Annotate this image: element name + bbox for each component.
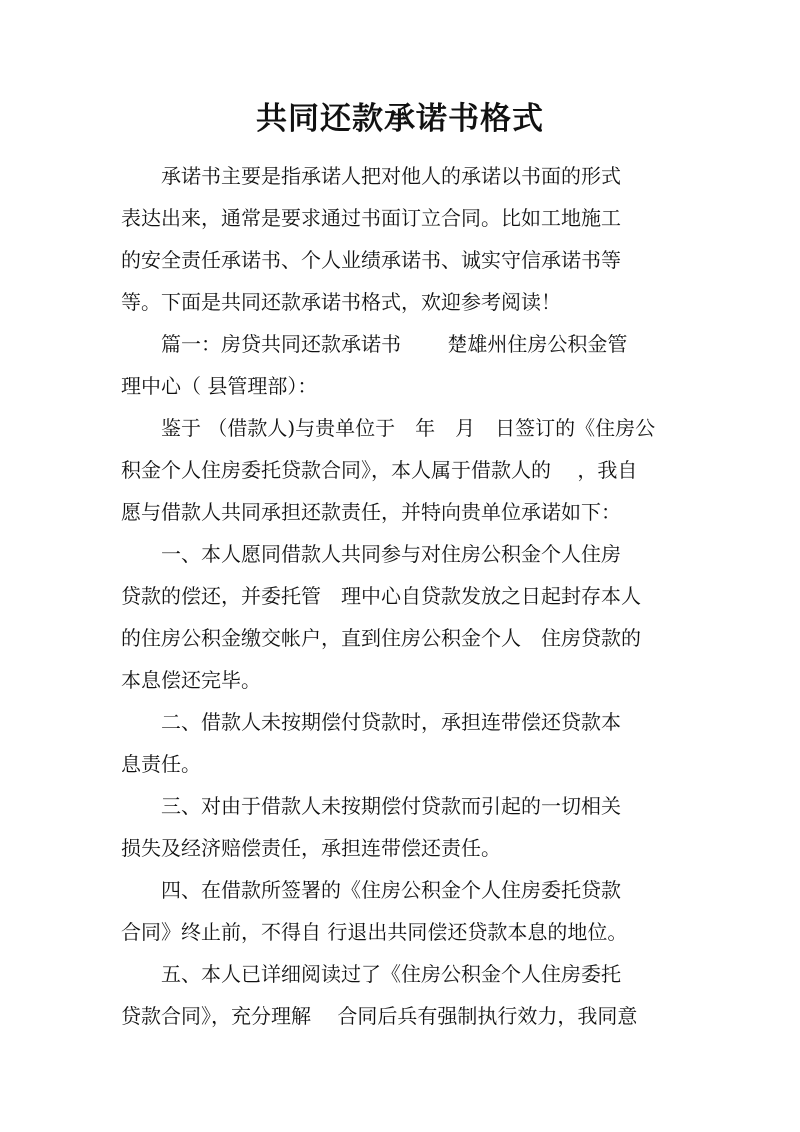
paragraph-line: 的安全责任承诺书、个人业绩承诺书、诚实守信承诺书等 [121,248,621,272]
paragraph-line: 积金个人住房委托贷款合同》，本人属于借款人的 ，我自 [121,458,638,482]
paragraph-line: 合同》终止前，不得自 行退出共同偿还贷款本息的地位。 [121,920,628,944]
paragraph-line: 息责任。 [121,752,201,776]
paragraph-line: 愿与借款人共同承担还款责任，并特向贵单位承诺如下： [121,500,621,524]
paragraph-line: 一、本人愿同借款人共同参与对住房公积金个人住房 [121,542,621,566]
paragraph-line: 三、对由于借款人未按期偿付贷款而引起的一切相关 [121,794,621,818]
paragraph-line: 贷款的偿还，并委托管 理中心自贷款发放之日起封存本人 [121,584,641,608]
document-body [121,155,681,1037]
paragraph-line: 损失及经济赔偿责任，承担连带偿还责任。 [121,836,501,860]
paragraph-line: 本息偿还完毕。 [121,668,261,692]
paragraph-line: 承诺书主要是指承诺人把对他人的承诺以书面的形式 [121,164,621,188]
paragraph-line: 四、在借款所签署的《住房公积金个人住房委托贷款 [121,878,621,902]
paragraph-line: 理中心（ 县管理部）： [121,374,318,398]
paragraph-line: 五、本人已详细阅读过了《住房公积金个人住房委托 [121,962,621,986]
paragraph-line: 篇一：房贷共同还款承诺书 楚雄州住房公积金管 [121,332,628,356]
page-title: 共同还款承诺书格式 [256,101,544,137]
paragraph-line: 的住房公积金缴交帐户，直到住房公积金个人 住房贷款的 [121,626,641,650]
paragraph-line: 鉴于 （借款人)与贵单位于 年 月 日签订的《住房公 [121,416,656,440]
paragraph-line: 贷款合同》，充分理解 合同后兵有强制执行效力，我同意 [121,1004,638,1028]
paragraph-line: 二、借款人未按期偿付贷款时，承担连带偿还贷款本 [121,710,621,734]
paragraph-line: 表达出来，通常是要求通过书面订立合同。比如工地施工 [121,206,621,230]
paragraph-line: 等。下面是共同还款承诺书格式，欢迎参考阅读！ [121,290,561,314]
